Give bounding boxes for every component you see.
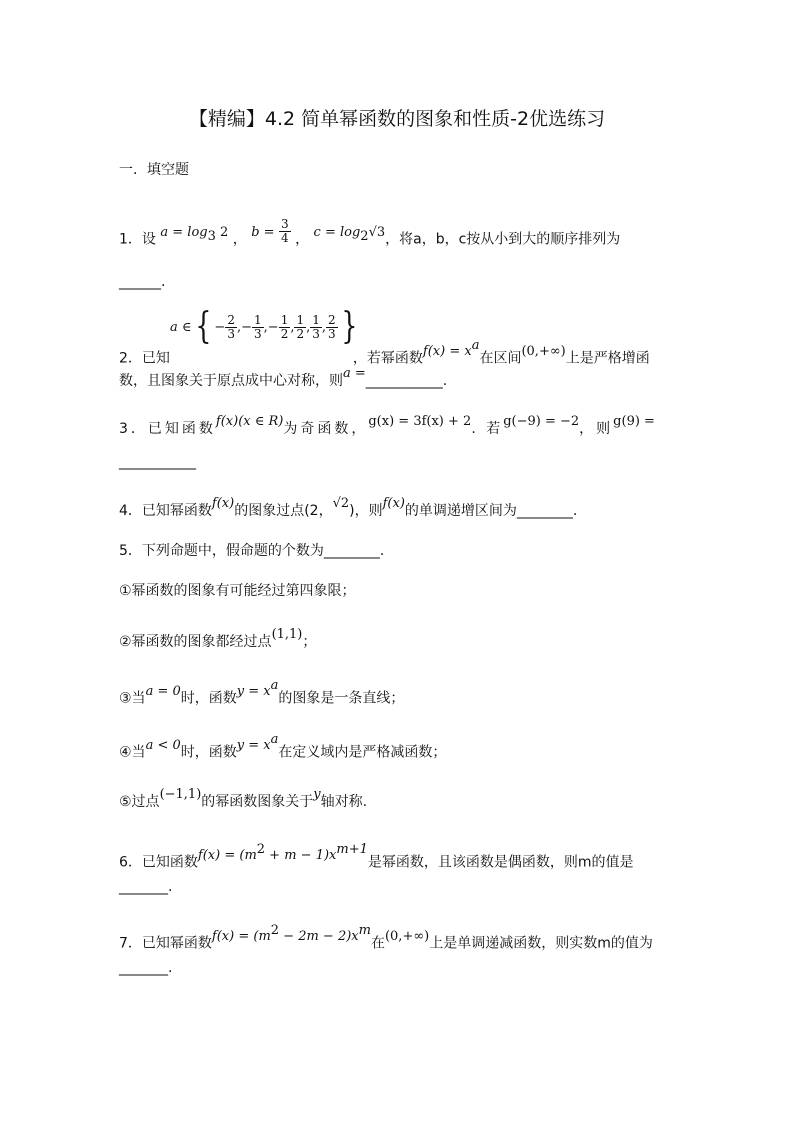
q2-line-2: 数，且图象关于原点成中心对称，则a =___________. — [119, 366, 448, 389]
question-7: 7．已知幂函数$f(x) = (m^2 - 2m - 2)x^m$在(0,+∞)上是单调递减函数，则实数m的值为 — [119, 923, 653, 952]
q1-b-fraction: $\frac{3}{4}$ — [281, 217, 289, 245]
q5-answer-blank: ________. — [323, 543, 385, 559]
question-1: 1．设 $a = \log_3 2$ ， b = $\frac{3}{4}$ ， $c = \log_2√3$，将a，b，c按从小到大的顺序排列为 — [119, 217, 621, 248]
q6-func: f(x) = (m — [197, 847, 257, 863]
q2-set-items: − $\frac{2}{3}$ ,− $\frac{1}{3}$ ,− $\frac{1}{2}$ , $\frac{1}{2}$ , $\frac{1}{3}$ , $\frac{2}{3}$ — [214, 312, 336, 341]
q2-set-fraction: $\frac{2}{3}$ — [227, 312, 235, 341]
section-heading: 一．填空题 — [119, 162, 189, 178]
q1-c-expr: c = log — [313, 224, 361, 240]
q5-item-5: ⑤过点(−1,1)的幂函数图象关于y轴对称. — [119, 787, 368, 810]
q2-set-fraction: $\frac{1}{2}$ — [280, 312, 289, 341]
q2-interval: (0,+∞) — [521, 343, 566, 359]
q2-set-fraction: $\frac{1}{3}$ — [312, 312, 320, 341]
q1-label: 1．设 — [119, 231, 156, 248]
q1-a-expr: a = log — [160, 224, 208, 240]
question-6: 6．已知函数$f(x) = (m^2 + m - 1)x^{m+1}$是幂函数，且该函数是偶函数，则m的值是 — [119, 842, 634, 871]
q5-item-1: ①幂函数的图象有可能经过第四象限； — [119, 583, 356, 599]
q6-answer-blank: _______. — [119, 879, 173, 895]
q2-func: f(x) = x — [422, 343, 472, 359]
q3-answer-blank: ___________ — [119, 454, 196, 470]
q2-set: a ∈{ − $\frac{2}{3}$ ,− $\frac{1}{3}$ ,− $\frac{1}{2}$ , $\frac{1}{2}$ , $\frac{1}{3}$ , $\frac{2}{3}$ } — [170, 306, 358, 347]
q7-func: f(x) = (m — [211, 928, 271, 944]
question-2: 2．已知 ，若幂函数$f(x) = x^a$在区间(0,+∞)上是严格增函 — [119, 338, 650, 367]
question-3: 3．已知函数f(x)(x ∈ R)为奇函数，g(x) = 3f(x) + 2. 若g(−9) = −2，则g(9) = — [119, 414, 655, 437]
q1-rest: ，将a，b，c按从小到大的顺序排列为 — [385, 231, 621, 248]
q2-set-fraction: $\frac{1}{2}$ — [296, 312, 305, 341]
q5-item-4: ④当a < 0时，函数$y = x^a$在定义域内是严格减函数； — [119, 732, 447, 761]
q4-answer-blank: ________. — [516, 503, 578, 519]
q1-b-expr: b = — [251, 224, 275, 240]
q2-set-fraction: $\frac{1}{3}$ — [254, 312, 262, 341]
q1-answer-blank: ______. — [119, 274, 166, 290]
q2-set-fraction: $\frac{2}{3}$ — [328, 312, 336, 341]
question-4: 4．已知幂函数f(x)的图象过点(2，√2)，则f(x)的单调递增区间为________. — [119, 496, 578, 519]
q5-item-2: ②幂函数的图象都经过点(1,1)； — [119, 627, 317, 650]
q7-answer-blank: _______. — [119, 960, 173, 976]
page-title: 【精编】4.2 简单幂函数的图象和性质-2优选练习 — [188, 108, 606, 130]
question-5: 5．下列命题中，假命题的个数为________. — [119, 543, 385, 559]
q5-item-3: ③当a = 0时，函数$y = x^a$的图象是一条直线； — [119, 678, 405, 707]
q2-answer-blank: ___________. — [365, 373, 448, 389]
